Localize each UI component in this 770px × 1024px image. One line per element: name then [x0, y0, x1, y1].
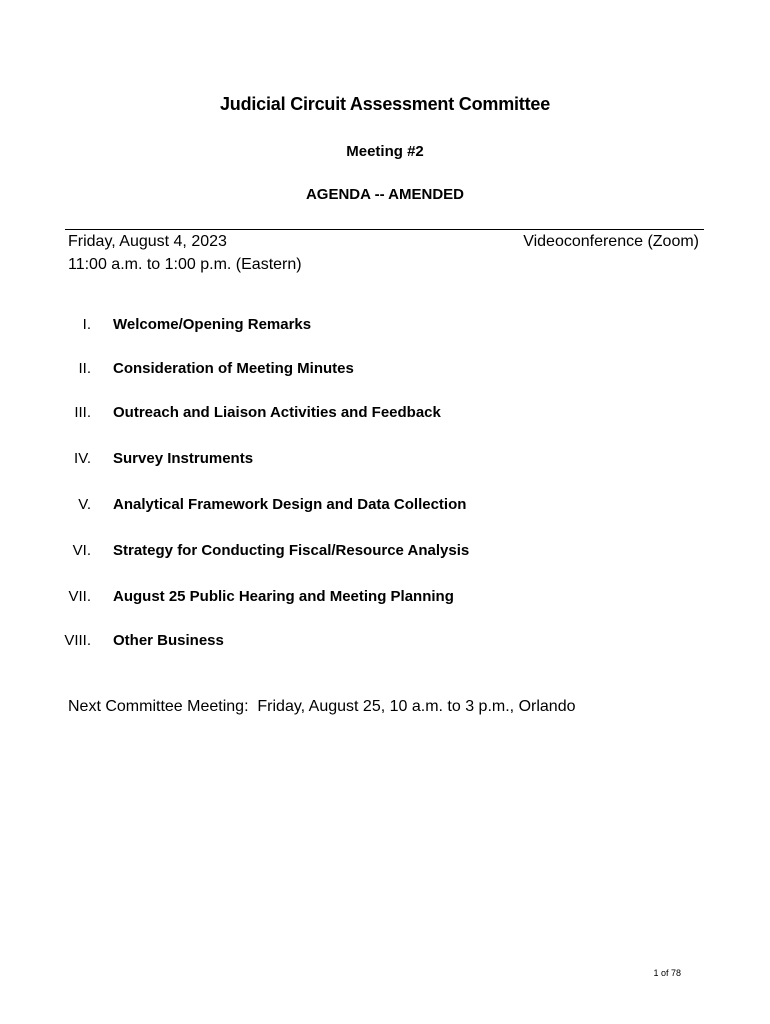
meeting-location: Videoconference (Zoom): [523, 233, 699, 250]
agenda-item-text: Survey Instruments: [113, 450, 254, 467]
agenda-item: [0, 632, 770, 656]
agenda-item-numeral: VI.: [72, 542, 91, 559]
agenda-item: [0, 496, 770, 520]
agenda-item-text: Outreach and Liaison Activities and Feedback: [113, 404, 441, 421]
agenda-item-numeral: IV.: [74, 450, 91, 467]
agenda-heading: AGENDA -- AMENDED: [305, 186, 465, 203]
agenda-item: [0, 450, 770, 474]
horizontal-divider: [65, 229, 704, 230]
agenda-item-text: Welcome/Opening Remarks: [113, 316, 312, 333]
document-title: Judicial Circuit Assessment Committee: [219, 94, 551, 114]
agenda-item-numeral: II.: [78, 360, 91, 377]
agenda-item-text: Consideration of Meeting Minutes: [113, 360, 354, 377]
agenda-item: [0, 360, 770, 384]
meeting-number: Meeting #2: [346, 143, 424, 160]
agenda-item: [0, 404, 770, 428]
agenda-item-text: Analytical Framework Design and Data Collection: [113, 496, 467, 513]
agenda-item: [0, 588, 770, 612]
page-number: 1 of 78: [653, 968, 681, 978]
agenda-item-text: Strategy for Conducting Fiscal/Resource Analysis: [113, 542, 470, 559]
meeting-date: Friday, August 4, 2023: [68, 233, 227, 250]
agenda-item-text: Other Business: [113, 632, 224, 649]
agenda-item-numeral: III.: [74, 404, 91, 421]
agenda-item-numeral: VIII.: [64, 632, 91, 649]
meeting-time: 11:00 a.m. to 1:00 p.m. (Eastern): [68, 256, 302, 273]
agenda-item-numeral: I.: [82, 316, 91, 333]
agenda-item: [0, 542, 770, 566]
agenda-item-text: August 25 Public Hearing and Meeting Planning: [113, 588, 454, 605]
agenda-item-numeral: V.: [78, 496, 91, 513]
agenda-item-numeral: VII.: [68, 588, 91, 605]
agenda-item: [0, 316, 770, 340]
next-meeting-note: Next Committee Meeting: Friday, August 25, 10 a.m. to 3 p.m., Orlando: [68, 698, 576, 715]
